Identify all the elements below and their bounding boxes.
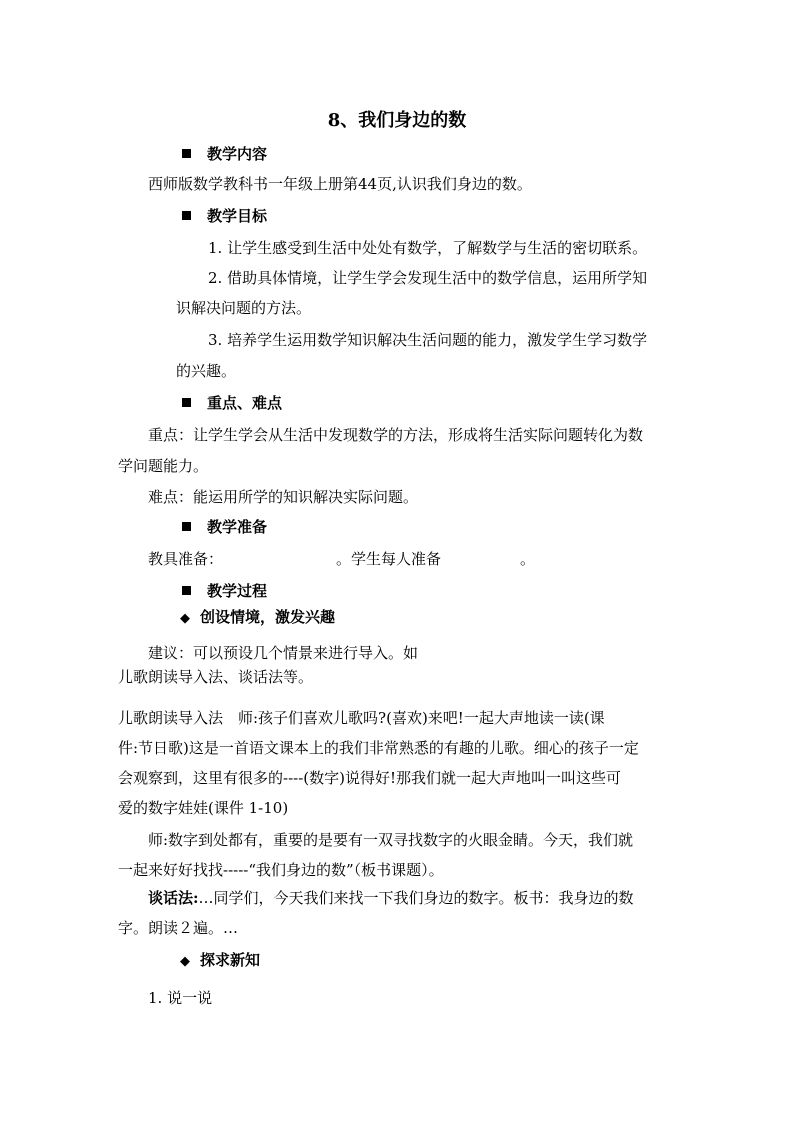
para1-line-3: 会观察到，这里有很多的----(数字)说得好!那我们就一起大声地叫一叫这些可 (118, 769, 622, 787)
prep-end: 。 (520, 550, 536, 568)
para1-line-1: 儿歌朗读导入法 师:孩子们喜欢儿歌吗?(喜欢)来吧!一起大声地读一读(课 (118, 709, 605, 727)
keypoint-line-2: 学问题能力。 (118, 457, 209, 475)
para3-line-2: 字。朗读２遍。… (118, 919, 239, 937)
content-text: 西师版数学教科书一年级上册第44页,认识我们身边的数。 (148, 175, 532, 193)
square-bullet-icon (182, 586, 191, 595)
para3-text: …同学们，今天我们来找一下我们身边的数字。板书：我身边的数 (198, 889, 634, 907)
subheading-text: 创设情境，激发兴趣 (200, 608, 336, 626)
diamond-bullet-icon: ◆ (180, 611, 190, 626)
heading-text: 教学内容 (207, 145, 268, 163)
heading-text: 教学准备 (207, 518, 268, 536)
goal-item-3-cont: 的兴趣。 (176, 362, 237, 380)
prep-teacher: 教具准备： (148, 550, 224, 568)
section-heading-keypoints (182, 393, 282, 413)
square-bullet-icon (182, 149, 191, 158)
para1-line-2: 件:节日歌)这是一首语文课本上的我们非常熟悉的有趣的儿歌。细心的孩子一定 (118, 739, 639, 757)
section-heading-process (182, 581, 267, 601)
suggestion-line-1: 建议：可以预设几个情景来进行导入。如 (148, 644, 419, 662)
subheading-situation (180, 607, 335, 629)
para1-line-4: 爱的数字娃娃(课件 1-10) (118, 799, 289, 817)
section-heading-goals (182, 206, 267, 226)
heading-text: 教学过程 (207, 582, 268, 600)
square-bullet-icon (182, 211, 191, 220)
step-1: 1. 说一说 (148, 989, 213, 1007)
para2-line-1: 师:数字到处都有，重要的是要有一双寻找数字的火眼金睛。今天，我们就 (148, 831, 634, 849)
subheading-explore (180, 950, 260, 972)
goal-item-3: 3. 培养学生运用数学知识解决生活问题的能力，激发学生学习数学 (208, 331, 648, 349)
page-title: 8、我们身边的数 (327, 110, 467, 131)
goal-item-2: 2. 借助具体情境，让学生学会发现生活中的数学信息，运用所学知 (208, 269, 648, 287)
heading-text: 重点、难点 (207, 394, 283, 412)
subheading-text: 探求新知 (200, 951, 261, 969)
goal-item-1: 1. 让学生感受到生活中处处有数学，了解数学与生活的密切联系。 (208, 239, 648, 257)
square-bullet-icon (182, 522, 191, 531)
section-heading-content (182, 144, 267, 164)
difficulty-line: 难点：能运用所学的知识解决实际问题。 (148, 488, 419, 506)
section-heading-prep (182, 517, 267, 537)
prep-student: 。学生每人准备 (336, 550, 442, 568)
heading-text: 教学目标 (207, 207, 268, 225)
para3-line-1 (148, 888, 634, 908)
para2-line-2: 一起来好好找找-----“我们身边的数”（板书课题）。 (118, 861, 444, 879)
talk-method-label: 谈话法: (148, 889, 199, 907)
diamond-bullet-icon: ◆ (180, 954, 190, 969)
keypoint-line-1: 重点：让学生学会从生活中发现数学的方法，形成将生活实际问题转化为数 (148, 426, 644, 444)
goal-item-2-cont: 识解决问题的方法。 (176, 299, 312, 317)
suggestion-line-2: 儿歌朗读导入法、谈话法等。 (118, 668, 314, 686)
square-bullet-icon (182, 398, 191, 407)
